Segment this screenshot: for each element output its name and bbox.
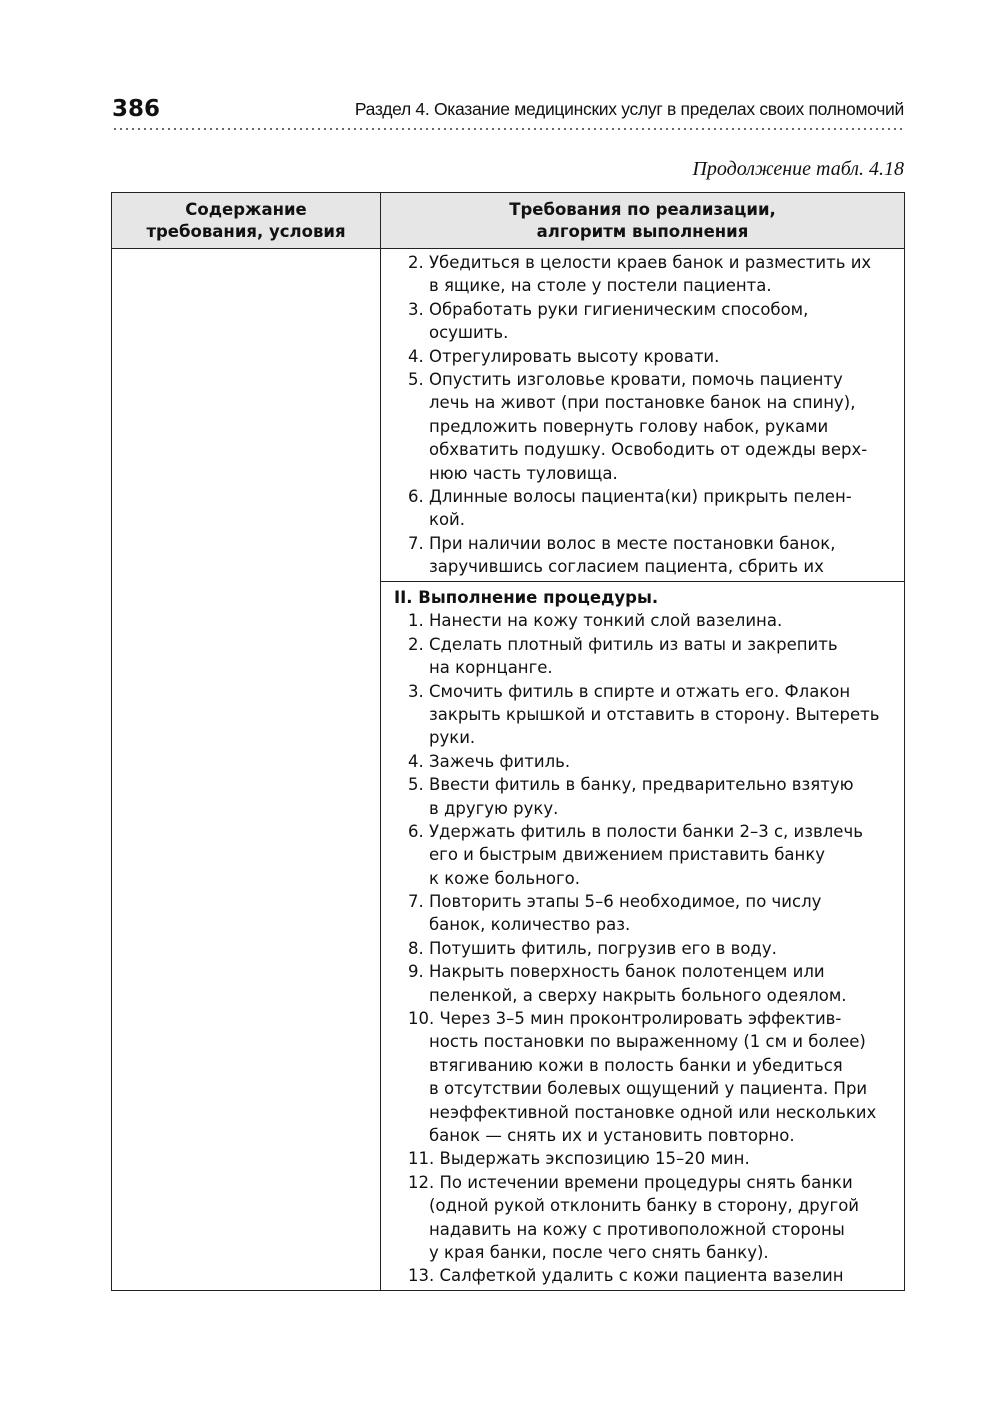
- list-item: [408, 345, 871, 368]
- list-item-number: 8.: [408, 938, 424, 958]
- list-item-text: у края банки, после чего снять банку).: [429, 1242, 769, 1262]
- list-item-number: 3.: [408, 681, 424, 701]
- list-item: [408, 633, 879, 656]
- list-item-number: 5.: [408, 775, 424, 795]
- list-item-number: 11.: [408, 1149, 435, 1169]
- list-item-number: 2.: [408, 253, 424, 272]
- list-item-text: Салфеткой удалить с кожи пациента вазелин: [439, 1266, 844, 1286]
- list-item-number: 5.: [408, 369, 424, 389]
- list-item-continuation: [408, 415, 871, 438]
- list-item-continuation: [408, 656, 879, 679]
- list-item-text: заручившись согласием пациента, сбрить их: [429, 557, 824, 577]
- list-item: [408, 1147, 879, 1170]
- list-item-text: Длинные волосы пациента(ки) прикрыть пелен-: [429, 486, 852, 506]
- list-item: [408, 1007, 879, 1030]
- list-item-continuation: [408, 797, 879, 820]
- list-item-text: его и быстрым движением приставить банку: [429, 845, 826, 865]
- list-item-number: 4.: [408, 751, 424, 771]
- list-item-continuation: [408, 726, 879, 749]
- list-item: [408, 750, 879, 773]
- list-item-number: 6.: [408, 821, 424, 841]
- list-item-text: банок, количество раз.: [429, 915, 631, 935]
- column-header-line: требования, условия: [146, 222, 346, 241]
- list-item-text: При наличии волос в месте постановки банок,: [429, 533, 836, 553]
- list-item-text: пеленкой, а сверху накрыть больного одеялом.: [429, 985, 847, 1005]
- list-item-text: Накрыть поверхность банок полотенцем или: [429, 962, 825, 982]
- list-item-continuation: [408, 1194, 879, 1217]
- list-item-continuation: [408, 1124, 879, 1147]
- list-item-text: Нанести на кожу тонкий слой вазелина.: [429, 611, 783, 631]
- list-item-continuation: [408, 462, 871, 485]
- list-item-continuation: [408, 391, 871, 414]
- list-item-text: обхватить подушку. Освободить от одежды верх-: [429, 440, 868, 460]
- requirements-cell-preparation: [408, 251, 871, 578]
- column-header-conditions: [112, 199, 380, 243]
- list-item: [408, 1264, 879, 1287]
- list-item-text: кой.: [429, 510, 466, 530]
- list-item-number: 12.: [408, 1172, 435, 1192]
- list-item-text: Удержать фитиль в полости банки 2–3 с, извлечь: [429, 821, 863, 841]
- list-item: [408, 251, 871, 274]
- list-item: [408, 485, 871, 508]
- list-item-number: 13.: [408, 1266, 435, 1286]
- list-item-text: банок — снять их и установить повторно.: [429, 1125, 795, 1145]
- list-item-text: По истечении времени процедуры снять банки: [439, 1172, 853, 1192]
- list-item-continuation: [408, 438, 871, 461]
- list-item-continuation: [408, 1218, 879, 1241]
- list-item-continuation: [408, 984, 879, 1007]
- page-number: 386: [112, 96, 161, 122]
- column-header-line: Требования по реализации,: [509, 200, 776, 219]
- list-item-text: нюю часть туловища.: [429, 463, 618, 483]
- list-item-text: Убедиться в целости краев банок и разместить их: [429, 253, 872, 272]
- list-item-text: Обработать руки гигиеническим способом,: [429, 299, 809, 319]
- list-item-text: неэффективной постановке одной или нескольких: [429, 1102, 877, 1122]
- list-item-continuation: [408, 1101, 879, 1124]
- list-item-text: в другую руку.: [429, 798, 559, 818]
- list-item-continuation: [408, 321, 871, 344]
- section-title: II. Выполнение процедуры.: [394, 588, 659, 607]
- list-item: [408, 680, 879, 703]
- list-item-text: в ящике, на столе у постели пациента.: [429, 276, 772, 296]
- list-item-continuation: [408, 1241, 879, 1264]
- column-divider: [380, 193, 381, 1290]
- list-item-text: Отрегулировать высоту кровати.: [429, 346, 720, 366]
- requirements-cell-execution: [394, 586, 880, 1288]
- list-item-text: надавить на кожу с противоположной стороны: [429, 1219, 845, 1239]
- list-item: [408, 820, 879, 843]
- list-item-continuation: [408, 867, 879, 890]
- list-item-text: втягиванию кожи в полость банки и убедиться: [429, 1055, 843, 1075]
- list-item-text: к коже больного.: [429, 868, 580, 888]
- list-item-number: 2.: [408, 634, 424, 654]
- list-item: [408, 890, 879, 913]
- execution-steps: [408, 609, 879, 1287]
- list-item-continuation: [408, 913, 879, 936]
- list-item-text: (одной рукой отклонить банку в сторону, другой: [429, 1196, 860, 1216]
- list-item-text: Ввести фитиль в банку, предварительно взятую: [429, 775, 854, 795]
- list-item-number: 7.: [408, 892, 424, 912]
- list-item-continuation: [408, 555, 871, 578]
- list-item-text: Выдержать экспозицию 15–20 мин.: [439, 1149, 750, 1169]
- list-item-text: Повторить этапы 5–6 необходимое, по числу: [429, 892, 822, 912]
- procedure-table: [111, 192, 905, 1291]
- column-header-requirements: [381, 199, 904, 243]
- list-item-number: 4.: [408, 346, 424, 366]
- list-item-continuation: [408, 843, 879, 866]
- list-item-text: предложить повернуть голову набок, руками: [429, 416, 829, 436]
- list-item-continuation: [408, 1054, 879, 1077]
- row-divider: [380, 581, 904, 582]
- list-item: [408, 532, 871, 555]
- list-item-text: на корнцанге.: [429, 658, 553, 678]
- header-dotted-rule: [112, 127, 906, 131]
- list-item-text: Сделать плотный фитиль из ваты и закрепить: [429, 634, 838, 654]
- list-item-text: ность постановки по выраженному (1 см и более): [429, 1032, 866, 1052]
- list-item-text: лечь на живот (при постановке банок на спину),: [429, 393, 856, 413]
- running-title: Раздел 4. Оказание медицинских услуг в пределах своих полномочий: [354, 99, 904, 119]
- list-item-number: 3.: [408, 299, 424, 319]
- list-item-continuation: [408, 1030, 879, 1053]
- list-item: [408, 368, 871, 391]
- list-item-number: 10.: [408, 1009, 435, 1029]
- list-item-text: руки.: [429, 728, 476, 748]
- list-item-number: 9.: [408, 962, 424, 982]
- list-item-text: Зажечь фитиль.: [429, 751, 571, 771]
- column-header-line: алгоритм выполнения: [536, 222, 749, 241]
- list-item: [408, 609, 879, 632]
- list-item-number: 1.: [408, 611, 424, 631]
- list-item-continuation: [408, 1077, 879, 1100]
- list-item-text: осушить.: [429, 323, 509, 343]
- list-item: [408, 937, 879, 960]
- list-item-number: 6.: [408, 486, 424, 506]
- list-item: [408, 773, 879, 796]
- list-item-text: Потушить фитиль, погрузив его в воду.: [429, 938, 777, 958]
- table-caption: Продолжение табл. 4.18: [692, 158, 904, 180]
- list-item-text: Через 3–5 мин проконтролировать эффектив-: [439, 1009, 842, 1029]
- list-item-text: в отсутствии болевых ощущений у пациента. При: [429, 1079, 868, 1099]
- list-item-text: закрыть крышкой и отставить в сторону. Вытереть: [429, 704, 880, 724]
- list-item: [408, 1171, 879, 1194]
- list-item-text: Опустить изголовье кровати, помочь пациенту: [429, 369, 843, 389]
- list-item-continuation: [408, 703, 879, 726]
- list-item-text: Смочить фитиль в спирте и отжать его. Флакон: [429, 681, 851, 701]
- list-item-number: 7.: [408, 533, 424, 553]
- list-item-continuation: [408, 508, 871, 531]
- list-item: [408, 298, 871, 321]
- list-item: [408, 960, 879, 983]
- column-header-line: Содержание: [185, 200, 307, 219]
- list-item-continuation: [408, 274, 871, 297]
